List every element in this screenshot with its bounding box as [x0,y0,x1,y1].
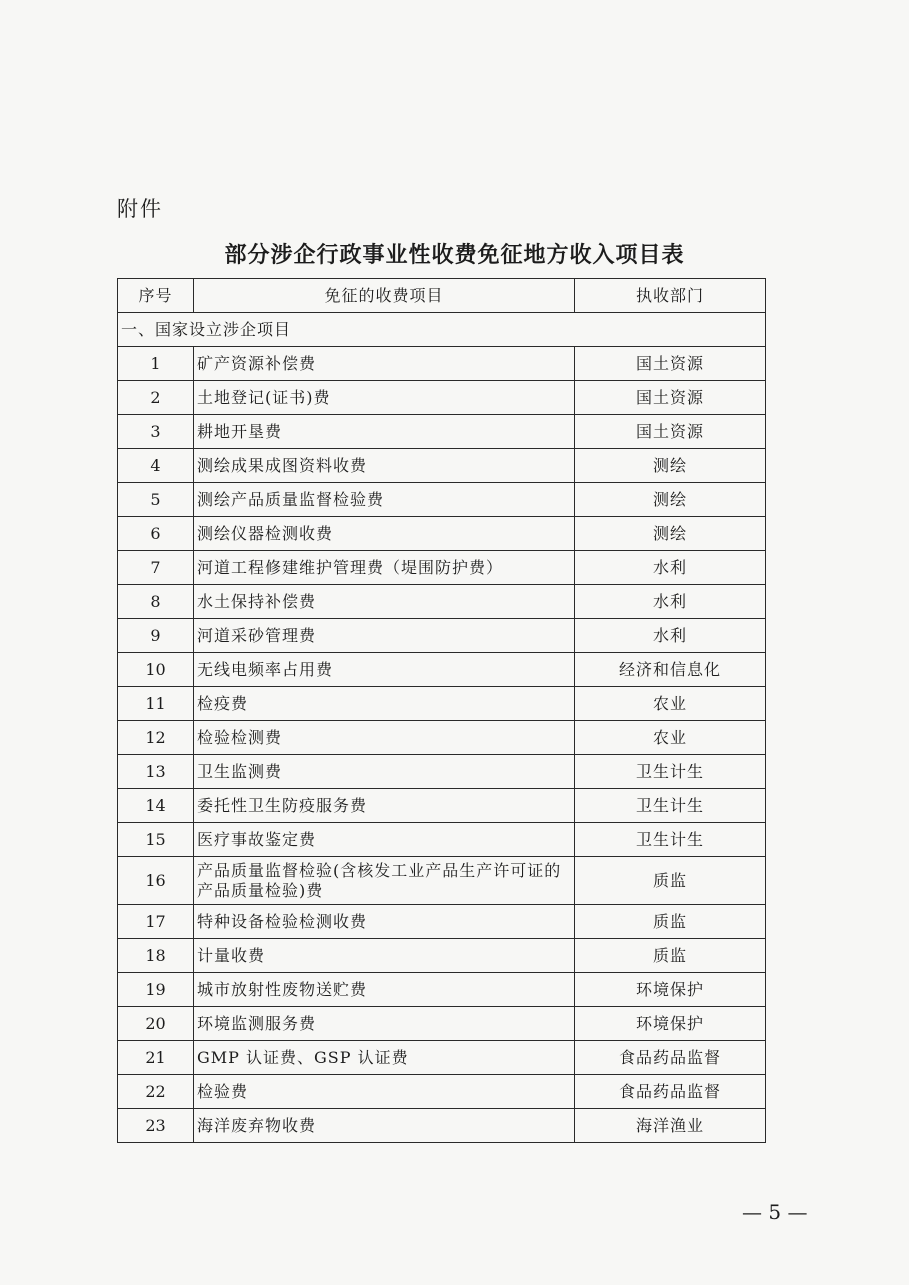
row-department: 卫生计生 [575,789,766,823]
row-serial-number: 14 [118,789,194,823]
row-fee-item: 测绘成果成图资料收费 [194,449,575,483]
row-department: 海洋渔业 [575,1109,766,1143]
row-department: 质监 [575,939,766,973]
header-department: 执收部门 [575,279,766,313]
row-serial-number: 23 [118,1109,194,1143]
table-row [118,517,766,551]
row-department: 国土资源 [575,347,766,381]
row-serial-number: 11 [118,687,194,721]
row-serial-number: 22 [118,1075,194,1109]
table-row [118,1007,766,1041]
table-row [118,381,766,415]
row-serial-number: 16 [118,857,194,905]
table-row [118,483,766,517]
row-fee-item: 测绘产品质量监督检验费 [194,483,575,517]
table-row [118,823,766,857]
row-fee-item: 检疫费 [194,687,575,721]
row-fee-item: 特种设备检验检测收费 [194,905,575,939]
row-serial-number: 8 [118,585,194,619]
row-fee-item: 医疗事故鉴定费 [194,823,575,857]
table-row [118,789,766,823]
row-serial-number: 17 [118,905,194,939]
row-department: 测绘 [575,449,766,483]
row-fee-item: 城市放射性废物送贮费 [194,973,575,1007]
row-serial-number: 3 [118,415,194,449]
row-serial-number: 19 [118,973,194,1007]
row-serial-number: 4 [118,449,194,483]
row-department: 经济和信息化 [575,653,766,687]
row-department: 质监 [575,905,766,939]
table-row [118,551,766,585]
row-fee-item: 土地登记(证书)费 [194,381,575,415]
table-row [118,905,766,939]
row-serial-number: 10 [118,653,194,687]
table-row [118,1041,766,1075]
table-row [118,449,766,483]
row-fee-item: 环境监测服务费 [194,1007,575,1041]
row-serial-number: 7 [118,551,194,585]
row-department: 质监 [575,857,766,905]
row-fee-item: 检验费 [194,1075,575,1109]
section-row [118,313,766,347]
row-serial-number: 6 [118,517,194,551]
row-serial-number: 9 [118,619,194,653]
table-row [118,687,766,721]
row-fee-item: 委托性卫生防疫服务费 [194,789,575,823]
row-fee-item: 卫生监测费 [194,755,575,789]
row-serial-number: 21 [118,1041,194,1075]
attachment-label: 附件 [117,197,163,221]
row-department: 水利 [575,551,766,585]
table-row [118,973,766,1007]
section-label: 一、国家设立涉企项目 [118,313,766,347]
table-row [118,653,766,687]
table-row [118,755,766,789]
row-department: 农业 [575,687,766,721]
row-serial-number: 12 [118,721,194,755]
row-serial-number: 1 [118,347,194,381]
row-serial-number: 20 [118,1007,194,1041]
row-fee-item: 检验检测费 [194,721,575,755]
table-row [118,939,766,973]
table-row [118,1109,766,1143]
row-department: 测绘 [575,483,766,517]
row-serial-number: 18 [118,939,194,973]
table-row [118,1075,766,1109]
row-serial-number: 5 [118,483,194,517]
row-department: 食品药品监督 [575,1041,766,1075]
row-fee-item: 矿产资源补偿费 [194,347,575,381]
table-row [118,857,766,905]
header-serial-number: 序号 [118,279,194,313]
row-fee-item: 水土保持补偿费 [194,585,575,619]
row-department: 食品药品监督 [575,1075,766,1109]
row-department: 国土资源 [575,415,766,449]
row-serial-number: 13 [118,755,194,789]
table-row [118,721,766,755]
row-fee-item: 测绘仪器检测收费 [194,517,575,551]
row-fee-item: GMP 认证费、GSP 认证费 [194,1041,575,1075]
fee-exemption-table [117,278,766,1143]
row-fee-item: 产品质量监督检验(含核发工业产品生产许可证的产品质量检验)费 [194,857,575,905]
row-department: 卫生计生 [575,755,766,789]
row-department: 环境保护 [575,973,766,1007]
row-serial-number: 2 [118,381,194,415]
row-department: 国土资源 [575,381,766,415]
row-fee-item: 河道工程修建维护管理费（堤围防护费） [194,551,575,585]
row-fee-item: 河道采砂管理费 [194,619,575,653]
table-row [118,585,766,619]
row-fee-item: 海洋废弃物收费 [194,1109,575,1143]
row-department: 农业 [575,721,766,755]
row-department: 卫生计生 [575,823,766,857]
row-fee-item: 耕地开垦费 [194,415,575,449]
row-department: 测绘 [575,517,766,551]
table-row [118,415,766,449]
table-header-row [118,279,766,313]
page-number: — 5 — [742,1200,808,1224]
row-fee-item: 计量收费 [194,939,575,973]
row-serial-number: 15 [118,823,194,857]
table-row [118,619,766,653]
row-fee-item: 无线电频率占用费 [194,653,575,687]
table-row [118,347,766,381]
row-department: 水利 [575,585,766,619]
row-department: 环境保护 [575,1007,766,1041]
document-title: 部分涉企行政事业性收费免征地方收入项目表 [224,243,685,268]
header-fee-item: 免征的收费项目 [194,279,575,313]
row-department: 水利 [575,619,766,653]
